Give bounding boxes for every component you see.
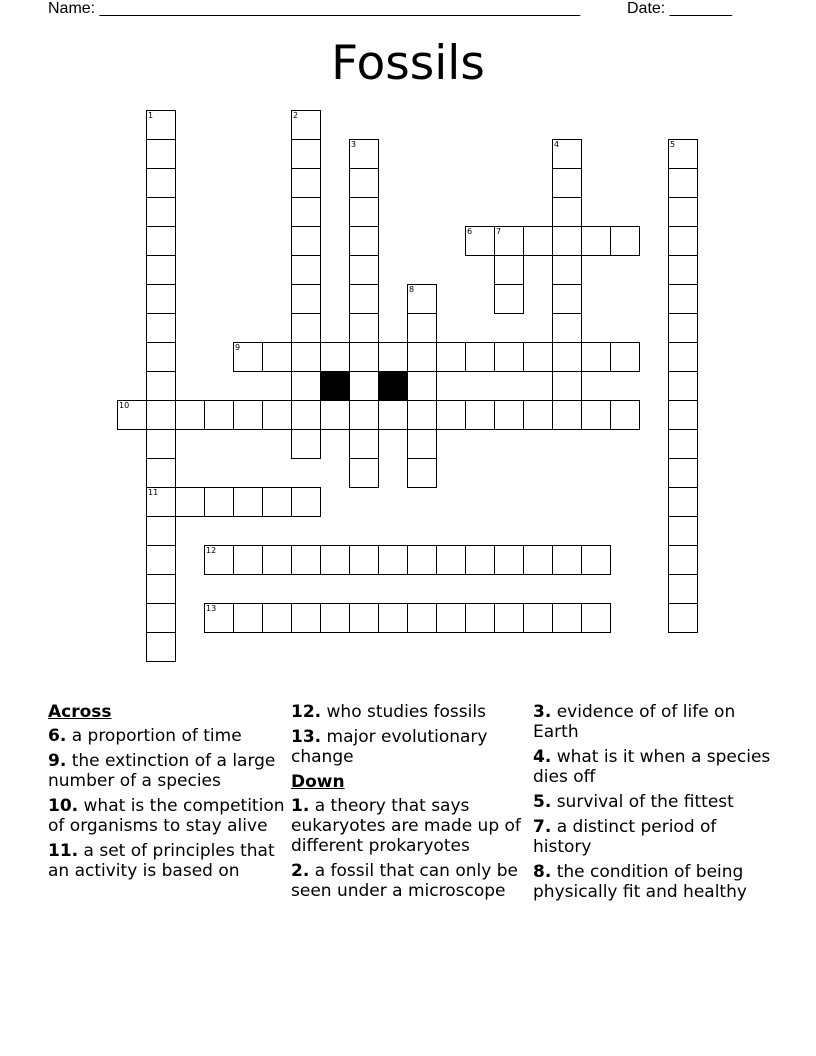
grid-cell[interactable]	[146, 487, 176, 517]
date-field-line: Date: _______	[627, 0, 732, 17]
clue-text: what is it when a species dies off	[533, 747, 771, 787]
grid-cell[interactable]	[407, 371, 437, 401]
clue-text: what is the competition of organisms to stay alive	[48, 796, 285, 836]
clue-across-6	[48, 726, 288, 746]
grid-cell[interactable]	[581, 226, 611, 256]
grid-cell[interactable]	[349, 371, 379, 401]
grid-cell[interactable]	[668, 516, 698, 546]
grid-cell[interactable]	[204, 603, 234, 633]
grid-cell[interactable]	[146, 574, 176, 604]
grid-cell[interactable]	[552, 226, 582, 256]
grid-cell[interactable]	[494, 545, 524, 575]
grid-cell[interactable]	[552, 400, 582, 430]
clue-number-label: 10	[119, 401, 130, 410]
grid-cell[interactable]	[262, 342, 292, 372]
grid-cell[interactable]	[668, 603, 698, 633]
clue-number: 3.	[533, 702, 552, 722]
grid-cell[interactable]	[552, 197, 582, 227]
grid-cell[interactable]	[668, 371, 698, 401]
grid-cell[interactable]	[146, 342, 176, 372]
clue-number-label: 13	[206, 604, 217, 613]
grid-cell[interactable]	[146, 516, 176, 546]
clue-number: 4.	[533, 747, 552, 767]
grid-cell[interactable]	[291, 284, 321, 314]
grid-cell[interactable]	[146, 429, 176, 459]
grid-cell[interactable]	[668, 400, 698, 430]
grid-cell[interactable]	[465, 226, 495, 256]
clue-number: 9.	[48, 751, 67, 771]
blocked-cell	[378, 371, 408, 401]
grid-cell[interactable]	[146, 400, 176, 430]
grid-cell[interactable]	[291, 487, 321, 517]
grid-cell[interactable]	[175, 400, 205, 430]
clue-across-9	[48, 751, 288, 791]
grid-cell[interactable]	[233, 545, 263, 575]
grid-cell[interactable]	[146, 603, 176, 633]
clue-number-label: 3	[351, 140, 357, 149]
grid-cell[interactable]	[146, 284, 176, 314]
grid-cell[interactable]	[552, 255, 582, 285]
clue-number: 1.	[291, 796, 310, 816]
clues-column-2	[291, 700, 531, 906]
grid-cell[interactable]	[349, 429, 379, 459]
grid-cell[interactable]	[465, 400, 495, 430]
grid-cell[interactable]	[552, 284, 582, 314]
grid-cell[interactable]	[233, 342, 263, 372]
grid-cell[interactable]	[262, 603, 292, 633]
grid-cell[interactable]	[291, 342, 321, 372]
grid-cell[interactable]	[581, 603, 611, 633]
grid-cell[interactable]	[407, 545, 437, 575]
grid-cell[interactable]	[581, 545, 611, 575]
grid-cell[interactable]	[349, 545, 379, 575]
grid-cell[interactable]	[552, 168, 582, 198]
clue-number-label: 1	[148, 111, 154, 120]
grid-cell[interactable]	[291, 313, 321, 343]
grid-cell[interactable]	[581, 400, 611, 430]
clue-text: the condition of being physically fit and healthy	[533, 862, 747, 902]
grid-cell[interactable]	[349, 226, 379, 256]
grid-cell[interactable]	[146, 110, 176, 140]
grid-cell[interactable]	[552, 371, 582, 401]
grid-cell[interactable]	[262, 487, 292, 517]
grid-cell[interactable]	[552, 342, 582, 372]
clue-number: 2.	[291, 861, 310, 881]
clue-text: a distinct period of history	[533, 817, 717, 857]
clue-number-label: 7	[496, 227, 502, 236]
clue-text: the extinction of a large number of a species	[48, 751, 276, 791]
grid-cell[interactable]	[262, 545, 292, 575]
grid-cell[interactable]	[349, 342, 379, 372]
clue-number: 6.	[48, 726, 67, 746]
grid-cell[interactable]	[668, 197, 698, 227]
clue-number-label: 4	[554, 140, 560, 149]
grid-cell[interactable]	[349, 255, 379, 285]
grid-cell[interactable]	[291, 371, 321, 401]
grid-cell[interactable]	[146, 255, 176, 285]
grid-cell[interactable]	[610, 342, 640, 372]
grid-cell[interactable]	[175, 487, 205, 517]
clues-column-3	[533, 700, 773, 907]
grid-cell[interactable]	[349, 400, 379, 430]
clue-number: 13.	[291, 727, 322, 747]
grid-cell[interactable]	[668, 168, 698, 198]
clue-text: a fossil that can only be seen under a microscope	[291, 861, 518, 901]
grid-cell[interactable]	[291, 400, 321, 430]
grid-cell[interactable]	[291, 545, 321, 575]
grid-cell[interactable]	[581, 342, 611, 372]
grid-cell[interactable]	[436, 400, 466, 430]
clue-down-2	[291, 861, 531, 901]
clue-text: who studies fossils	[321, 702, 486, 722]
clue-number: 8.	[533, 862, 552, 882]
grid-cell[interactable]	[610, 226, 640, 256]
grid-cell[interactable]	[668, 226, 698, 256]
clue-number-label: 5	[670, 140, 676, 149]
clue-text: a theory that says eukaryotes are made up of different prokaryotes	[291, 796, 521, 856]
grid-cell[interactable]	[494, 603, 524, 633]
grid-cell[interactable]	[494, 342, 524, 372]
grid-cell[interactable]	[320, 342, 350, 372]
grid-cell[interactable]	[320, 545, 350, 575]
grid-cell[interactable]	[465, 545, 495, 575]
grid-cell[interactable]	[552, 313, 582, 343]
grid-cell[interactable]	[378, 545, 408, 575]
grid-cell[interactable]	[668, 342, 698, 372]
grid-cell[interactable]	[668, 139, 698, 169]
clues-column-1	[48, 700, 288, 886]
clue-number: 11.	[48, 841, 79, 861]
grid-cell[interactable]	[407, 284, 437, 314]
grid-cell[interactable]	[117, 400, 147, 430]
grid-cell[interactable]	[523, 545, 553, 575]
clue-down-3	[533, 702, 773, 742]
grid-cell[interactable]	[233, 603, 263, 633]
grid-cell[interactable]	[407, 313, 437, 343]
grid-cell[interactable]	[378, 400, 408, 430]
puzzle-title: Fossils	[331, 36, 485, 91]
grid-cell[interactable]	[349, 458, 379, 488]
clue-down-5	[533, 792, 773, 812]
grid-cell[interactable]	[146, 313, 176, 343]
clue-number: 5.	[533, 792, 552, 812]
grid-cell[interactable]	[146, 545, 176, 575]
grid-cell[interactable]	[349, 197, 379, 227]
grid-cell[interactable]	[349, 313, 379, 343]
grid-cell[interactable]	[465, 603, 495, 633]
grid-cell[interactable]	[204, 400, 234, 430]
grid-cell[interactable]	[349, 139, 379, 169]
grid-cell[interactable]	[523, 400, 553, 430]
clue-text: a set of principles that an activity is based on	[48, 841, 275, 881]
clue-text: evidence of of life on Earth	[533, 702, 736, 742]
blocked-cell	[320, 371, 350, 401]
clue-text: survival of the fittest	[551, 792, 734, 812]
grid-cell[interactable]	[291, 429, 321, 459]
grid-cell[interactable]	[668, 284, 698, 314]
grid-cell[interactable]	[291, 255, 321, 285]
grid-cell[interactable]	[291, 110, 321, 140]
grid-cell[interactable]	[291, 139, 321, 169]
clue-number-label: 12	[206, 546, 217, 555]
clue-across-10	[48, 796, 288, 836]
clue-text: a proportion of time	[66, 726, 242, 746]
down-heading: Down	[291, 772, 345, 792]
grid-cell[interactable]	[204, 487, 234, 517]
grid-cell[interactable]	[146, 168, 176, 198]
grid-cell[interactable]	[146, 226, 176, 256]
grid-cell[interactable]	[494, 226, 524, 256]
clue-number: 7.	[533, 817, 552, 837]
clue-text: major evolutionary change	[291, 727, 488, 767]
grid-cell[interactable]	[146, 458, 176, 488]
clue-number-label: 6	[467, 227, 473, 236]
grid-cell[interactable]	[349, 603, 379, 633]
grid-cell[interactable]	[494, 400, 524, 430]
grid-cell[interactable]	[291, 197, 321, 227]
grid-cell[interactable]	[291, 603, 321, 633]
grid-cell[interactable]	[552, 545, 582, 575]
grid-cell[interactable]	[552, 603, 582, 633]
grid-cell[interactable]	[407, 458, 437, 488]
grid-cell[interactable]	[320, 400, 350, 430]
grid-cell[interactable]	[291, 226, 321, 256]
grid-cell[interactable]	[262, 400, 292, 430]
grid-cell[interactable]	[668, 545, 698, 575]
clue-down-1	[291, 796, 531, 856]
grid-cell[interactable]	[610, 400, 640, 430]
grid-cell[interactable]	[436, 342, 466, 372]
clue-down-4	[533, 747, 773, 787]
grid-cell[interactable]	[146, 371, 176, 401]
grid-cell[interactable]	[523, 226, 553, 256]
grid-cell[interactable]	[523, 603, 553, 633]
grid-cell[interactable]	[552, 139, 582, 169]
grid-cell[interactable]	[407, 400, 437, 430]
grid-cell[interactable]	[320, 603, 350, 633]
name-field-line: Name: ______________________________________________________	[48, 0, 581, 17]
grid-cell[interactable]	[349, 284, 379, 314]
clue-down-7	[533, 817, 773, 857]
across-heading: Across	[48, 702, 112, 722]
grid-cell[interactable]	[668, 574, 698, 604]
grid-cell[interactable]	[668, 458, 698, 488]
grid-cell[interactable]	[233, 487, 263, 517]
clue-number: 12.	[291, 702, 322, 722]
clue-number-label: 9	[235, 343, 241, 352]
grid-cell[interactable]	[668, 429, 698, 459]
grid-cell[interactable]	[668, 313, 698, 343]
grid-cell[interactable]	[146, 197, 176, 227]
grid-cell[interactable]	[233, 400, 263, 430]
clue-down-8	[533, 862, 773, 902]
clue-across-13	[291, 727, 531, 767]
grid-cell[interactable]	[146, 139, 176, 169]
grid-cell[interactable]	[378, 342, 408, 372]
grid-cell[interactable]	[349, 168, 379, 198]
clue-number-label: 8	[409, 285, 415, 294]
clue-number: 10.	[48, 796, 79, 816]
grid-cell[interactable]	[407, 603, 437, 633]
clue-number-label: 11	[148, 488, 159, 497]
clue-across-12	[291, 702, 531, 722]
clue-across-11	[48, 841, 288, 881]
grid-cell[interactable]	[407, 342, 437, 372]
clue-number-label: 2	[293, 111, 299, 120]
grid-cell[interactable]	[378, 603, 408, 633]
grid-cell[interactable]	[436, 545, 466, 575]
grid-cell[interactable]	[204, 545, 234, 575]
grid-cell[interactable]	[407, 429, 437, 459]
grid-cell[interactable]	[436, 603, 466, 633]
grid-cell[interactable]	[523, 342, 553, 372]
grid-cell[interactable]	[494, 255, 524, 285]
grid-cell[interactable]	[668, 487, 698, 517]
grid-cell[interactable]	[668, 255, 698, 285]
grid-cell[interactable]	[465, 342, 495, 372]
grid-cell[interactable]	[146, 632, 176, 662]
grid-cell[interactable]	[494, 284, 524, 314]
grid-cell[interactable]	[291, 168, 321, 198]
